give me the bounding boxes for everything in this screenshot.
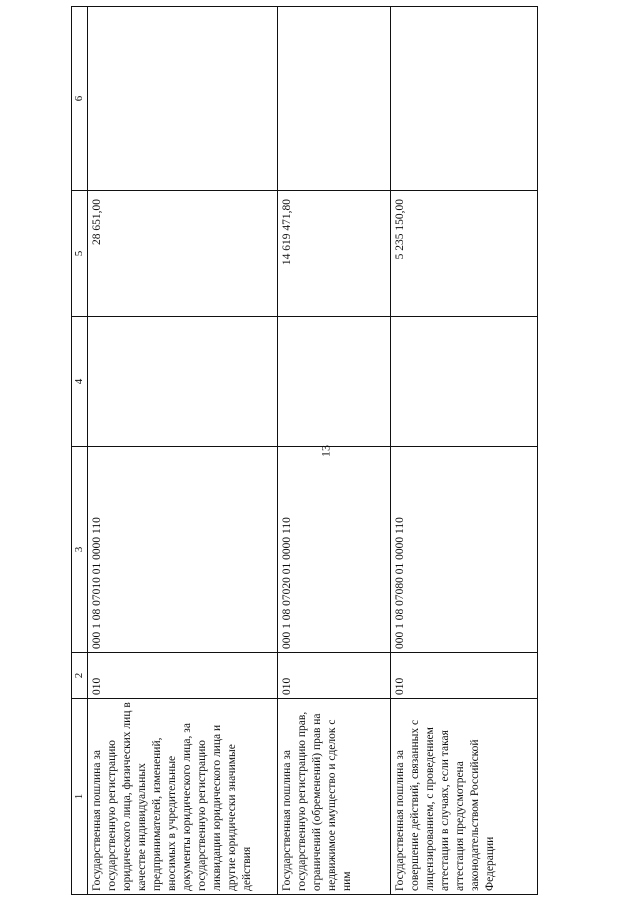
row-col6 <box>278 7 390 191</box>
row-budget-code: 000 1 08 07010 01 0000 110 <box>88 447 278 653</box>
column-header: 6 <box>72 7 88 191</box>
row-amount: 14 619 471,80 <box>278 191 390 317</box>
table-row <box>88 7 278 895</box>
row-line-code: 010 <box>278 653 390 699</box>
column-header: 4 <box>72 317 88 447</box>
table-row <box>278 7 390 895</box>
row-amount: 5 235 150,00 <box>390 191 537 317</box>
table-row <box>390 7 537 895</box>
column-header: 5 <box>72 191 88 317</box>
row-col6 <box>390 7 537 191</box>
column-header: 3 <box>72 447 88 653</box>
row-col4 <box>88 317 278 447</box>
row-amount: 28 651,00 <box>88 191 278 317</box>
row-line-code: 010 <box>390 653 537 699</box>
row-budget-code: 000 1 08 07020 01 0000 110 <box>278 447 390 653</box>
page-number: 13 <box>318 445 333 457</box>
column-header: 1 <box>72 699 88 895</box>
row-col4 <box>390 317 537 447</box>
row-description: Государственная пошлина за совершение действий, связанных с лицензированием, с проведением аттестации в случаях, если такая аттестация предусмотрена законодательством Российской Федерации <box>390 699 537 895</box>
row-line-code: 010 <box>88 653 278 699</box>
row-description: Государственная пошлина за государственную регистрацию юридического лица, физических лиц в качестве индивидуальных предпринимателей, изменений, вносимых в учредительные документы юридического лица, за государственную регистрацию ликвидации юридического лица и другие юридически значимые действия <box>88 699 278 895</box>
revenue-table <box>71 6 538 895</box>
rotated-table-container <box>71 7 538 895</box>
column-header: 2 <box>72 653 88 699</box>
row-col4 <box>278 317 390 447</box>
row-col6 <box>88 7 278 191</box>
row-budget-code: 000 1 08 07080 01 0000 110 <box>390 447 537 653</box>
row-description: Государственная пошлина за государственную регистрацию прав, ограничений (обременений) прав на недвижимое имущество и сделок с ним <box>278 699 390 895</box>
table-header-row <box>72 7 88 895</box>
